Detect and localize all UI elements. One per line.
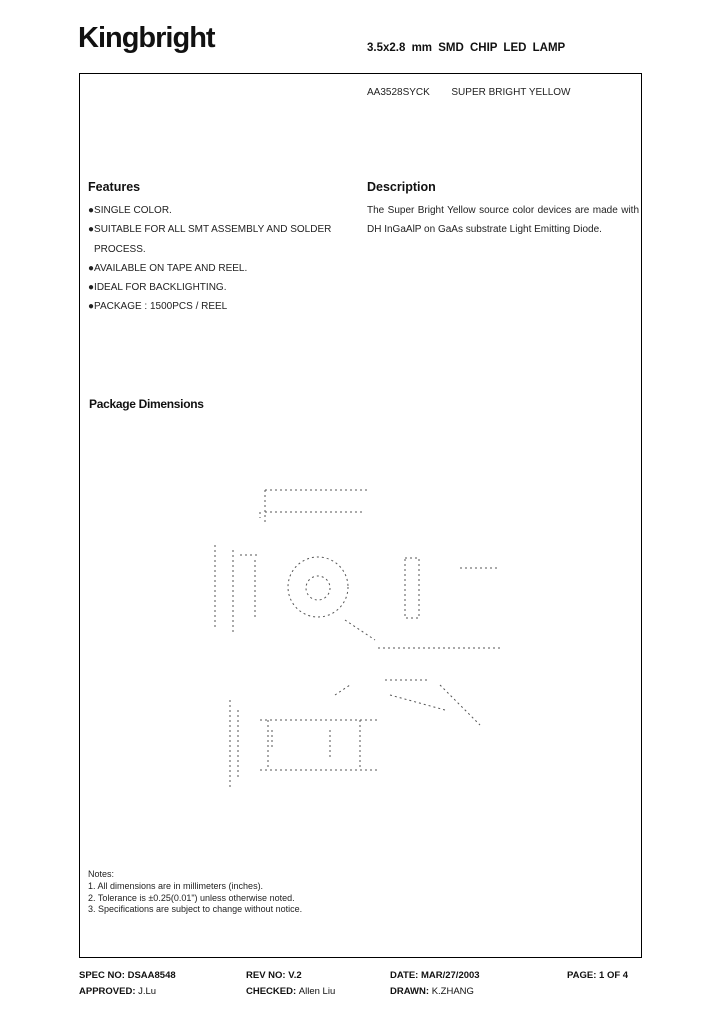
- date: [390, 970, 480, 981]
- approved-value: J.Lu: [138, 986, 157, 997]
- part-number: AA3528SYCK: [367, 87, 430, 98]
- approved: [79, 986, 156, 997]
- feature-item: ●PACKAGE : 1500PCS / REEL: [88, 301, 228, 313]
- document-title: 3.5x2.8 mm SMD CHIP LED LAMP: [367, 42, 566, 54]
- notes-heading: Notes:: [88, 869, 115, 879]
- package-dimension-drawing: [200, 470, 500, 800]
- part-line: [367, 87, 571, 98]
- rev-no: [246, 970, 302, 981]
- checked-value: Allen Liu: [298, 986, 336, 997]
- page-number: [567, 970, 628, 981]
- part-color: SUPER BRIGHT YELLOW: [451, 87, 571, 98]
- feature-item: ●SINGLE COLOR.: [88, 205, 172, 216]
- rev-label: REV NO:: [246, 970, 286, 981]
- notes-block: [88, 869, 302, 916]
- note-item: 1. All dimensions are in millimeters (inches).: [88, 880, 264, 891]
- drawn-value: K.ZHANG: [431, 986, 474, 997]
- feature-item: PROCESS.: [94, 243, 146, 255]
- date-label: DATE:: [390, 970, 419, 981]
- package-dimensions-heading: Package Dimensions: [89, 397, 204, 411]
- spec-no: [79, 970, 176, 981]
- note-item: 2. Tolerance is ±0.25(0.01") unless otherwise noted.: [88, 892, 295, 903]
- date-value: MAR/27/2003: [420, 970, 480, 981]
- features-list: [88, 201, 331, 317]
- feature-item: ●SUITABLE FOR ALL SMT ASSEMBLY AND SOLDER: [88, 224, 332, 236]
- company-logo: Kingbright: [78, 22, 215, 54]
- note-item: 3. Specifications are subject to change without notice.: [88, 904, 303, 915]
- approved-label: APPROVED:: [79, 986, 136, 997]
- description-text: The Super Bright Yellow source color devices are made with DH InGaAlP on GaAs substrate Light Emitting Diode.: [367, 205, 639, 236]
- checked: [246, 986, 335, 997]
- features-heading: Features: [88, 180, 141, 194]
- page-value: 1 OF 4: [599, 970, 629, 981]
- spec-value: DSAA8548: [127, 970, 176, 981]
- drawn: [390, 986, 474, 997]
- description-heading: Description: [367, 180, 436, 194]
- rev-value: V.2: [288, 970, 302, 981]
- checked-label: CHECKED:: [246, 986, 297, 997]
- page-label: PAGE:: [567, 970, 597, 981]
- feature-item: ●IDEAL FOR BACKLIGHTING.: [88, 282, 227, 294]
- spec-label: SPEC NO:: [79, 970, 125, 981]
- drawn-label: DRAWN:: [390, 986, 430, 997]
- feature-item: ●AVAILABLE ON TAPE AND REEL.: [88, 262, 248, 274]
